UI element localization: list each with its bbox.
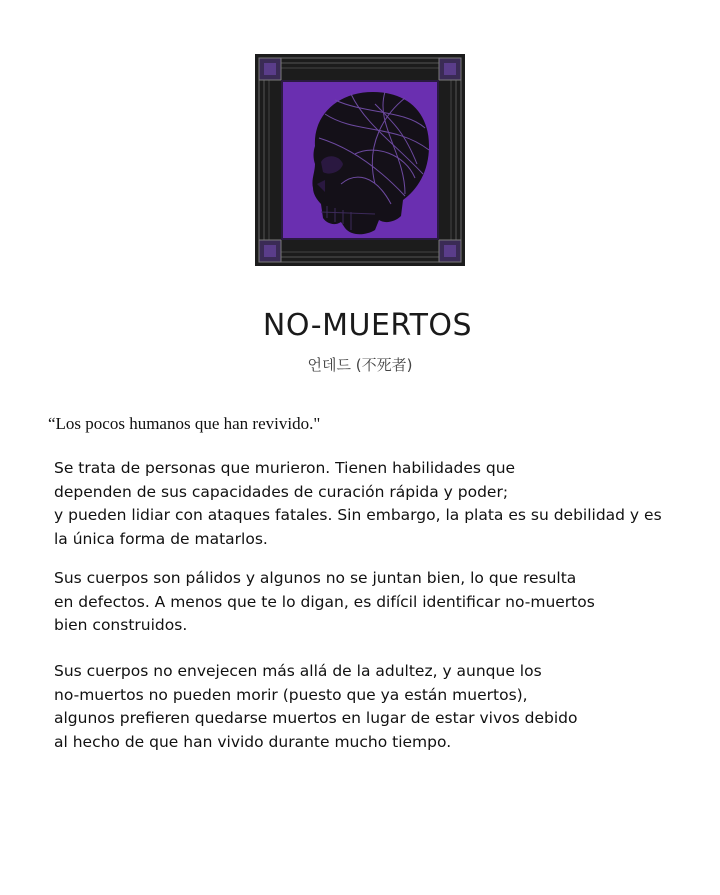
paragraph-line: en defectos. A menos que te lo digan, es difícil identificar no-muertos (54, 592, 595, 611)
quote: “Los pocos humanos que han revivido." (48, 414, 321, 433)
paragraph-1 (54, 457, 662, 551)
paragraph-line: dependen de sus capacidades de curación rápida y poder; (54, 482, 509, 501)
paragraph-line: algunos prefieren quedarse muertos en lugar de estar vivos debido (54, 709, 578, 727)
page-subtitle: 언데드 (不死者) (307, 356, 413, 374)
paragraph-line: Sus cuerpos no envejecen más allá de la adultez, y aunque los (54, 662, 542, 680)
paragraph-line: y pueden lidiar con ataques fatales. Sin embargo, la plata es su debilidad y es (54, 506, 662, 524)
paragraph-line: bien construidos. (54, 616, 188, 634)
skull-icon (255, 54, 465, 266)
paragraph-2 (54, 567, 595, 638)
paragraph-line: Se trata de personas que murieron. Tienen habilidades que (54, 459, 516, 477)
paragraph-line: al hecho de que han vivido durante mucho tiempo. (54, 732, 452, 751)
paragraph-line: la única forma de matarlos. (54, 529, 268, 548)
undead-emblem (255, 54, 465, 266)
page-title: NO-MUERTOS (262, 308, 473, 343)
paragraph-3 (54, 660, 577, 754)
paragraph-line: no-muertos no pueden morir (puesto que ya están muertos), (54, 685, 528, 704)
paragraph-line: Sus cuerpos son pálidos y algunos no se juntan bien, lo que resulta (54, 569, 577, 587)
